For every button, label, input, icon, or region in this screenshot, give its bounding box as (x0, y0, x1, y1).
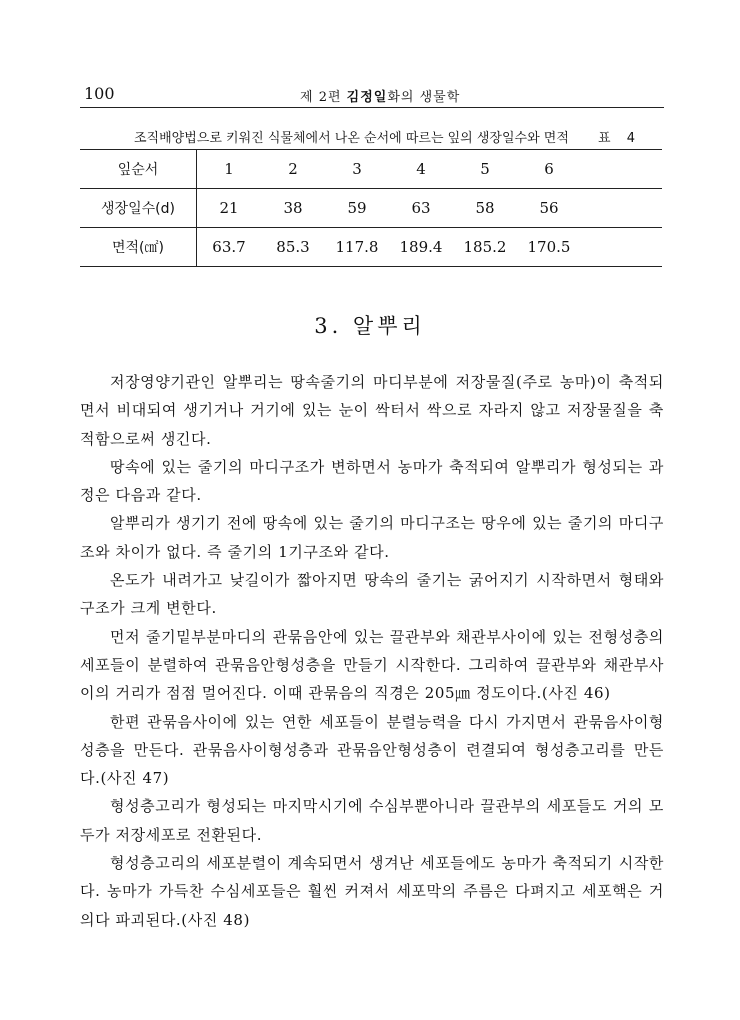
table-cell: 63.7 (197, 228, 262, 267)
table-cell: 63 (389, 189, 453, 228)
page-number: 100 (84, 84, 115, 103)
row-label: 잎순서 (80, 150, 197, 189)
table-cell: 38 (261, 189, 325, 228)
table-cell: 5 (453, 150, 517, 189)
header-rule (80, 107, 664, 108)
table-cell: 59 (325, 189, 389, 228)
table-cell: 189.4 (389, 228, 453, 267)
paragraph: 먼저 줄기밑부분마디의 관묶음안에 있는 끌관부와 채관부사이에 있는 전형성층의 세포들이 분렬하여 관묶음안형성층을 만들기 시작한다. 그리하여 끌관부와 채관부사이의 거리가 점점 멀어진다. 이때 관묶음의 직경은 205㎛ 정도이다.(사진 46) (80, 627, 664, 703)
table-caption (120, 127, 660, 147)
paragraph: 형성층고리의 세포분렬이 계속되면서 생겨난 세포들에도 농마가 축적되기 시작한다. 농마가 가득찬 수심세포들은 훨씬 커져서 세포막의 주름은 다펴지고 세포핵은 거의다 파괴된다.(사진 48) (80, 854, 664, 929)
row-label: 면적(㎠) (80, 228, 197, 267)
table-cell: 3 (325, 150, 389, 189)
table-cell: 85.3 (261, 228, 325, 267)
row-label: 생장일수(d) (80, 189, 197, 228)
table-row (80, 189, 662, 228)
paragraph: 형성층고리가 형성되는 마지막시기에 수심부뿐아니라 끌관부의 세포들도 거의 모두가 저장세포로 전환된다. (80, 797, 664, 844)
table-row (80, 150, 662, 189)
paragraph: 알뿌리가 생기기 전에 땅속에 있는 줄기의 마디구조는 땅우에 있는 줄기의 마디구조와 차이가 없다. 즉 줄기의 1기구조와 같다. (80, 514, 664, 561)
table-number: 표 4 (598, 131, 641, 146)
author-name: 김정일 (346, 90, 388, 105)
table-cell: 117.8 (325, 228, 389, 267)
leaf-data-table (80, 149, 662, 267)
table-cell: 4 (389, 150, 453, 189)
table-cell: 56 (517, 189, 581, 228)
table-cell: 170.5 (517, 228, 581, 267)
body-text (80, 368, 664, 934)
paragraph: 저장영양기관인 알뿌리는 땅속줄기의 마디부분에 저장물질(주로 농마)이 축적되면서 비대되여 생기거나 거기에 있는 눈이 싹터서 싹으로 자라지 않고 저장물질을 축적함으로써 생긴다. (80, 373, 664, 448)
table-cell-empty (581, 228, 662, 267)
table-cell: 21 (197, 189, 262, 228)
table-cell: 185.2 (453, 228, 517, 267)
paragraph: 땅속에 있는 줄기의 마디구조가 변하면서 농마가 축적되여 알뿌리가 형성되는 과정은 다음과 같다. (80, 457, 664, 505)
table-cell-empty (581, 189, 662, 228)
table-cell: 58 (453, 189, 517, 228)
running-header (80, 82, 664, 106)
part-label: 제 2편 (300, 90, 342, 105)
running-head-title (300, 86, 460, 105)
paragraph: 한편 관묶음사이에 있는 연한 세포들이 분렬능력을 다시 가지면서 관묶음사이형성층을 만든다. 관묶음사이형성층과 관묶음안형성층이 련결되여 형성층고리를 만든다.(사진 47) (80, 712, 664, 788)
section-title: 3. 알뿌리 (314, 314, 426, 338)
table-cell-empty (581, 150, 662, 189)
table-row (80, 228, 662, 267)
book-title: 화의 생물학 (387, 90, 461, 105)
paragraph: 온도가 내려가고 낮길이가 짧아지면 땅속의 줄기는 굵어지기 시작하면서 형태와 구조가 크게 변한다. (80, 571, 664, 618)
table-cell: 1 (197, 150, 262, 189)
table-cell: 6 (517, 150, 581, 189)
table-cell: 2 (261, 150, 325, 189)
table-caption-text: 조직배양법으로 키워진 식물체에서 나온 순서에 따르는 잎의 생장일수와 면적 (134, 131, 569, 146)
